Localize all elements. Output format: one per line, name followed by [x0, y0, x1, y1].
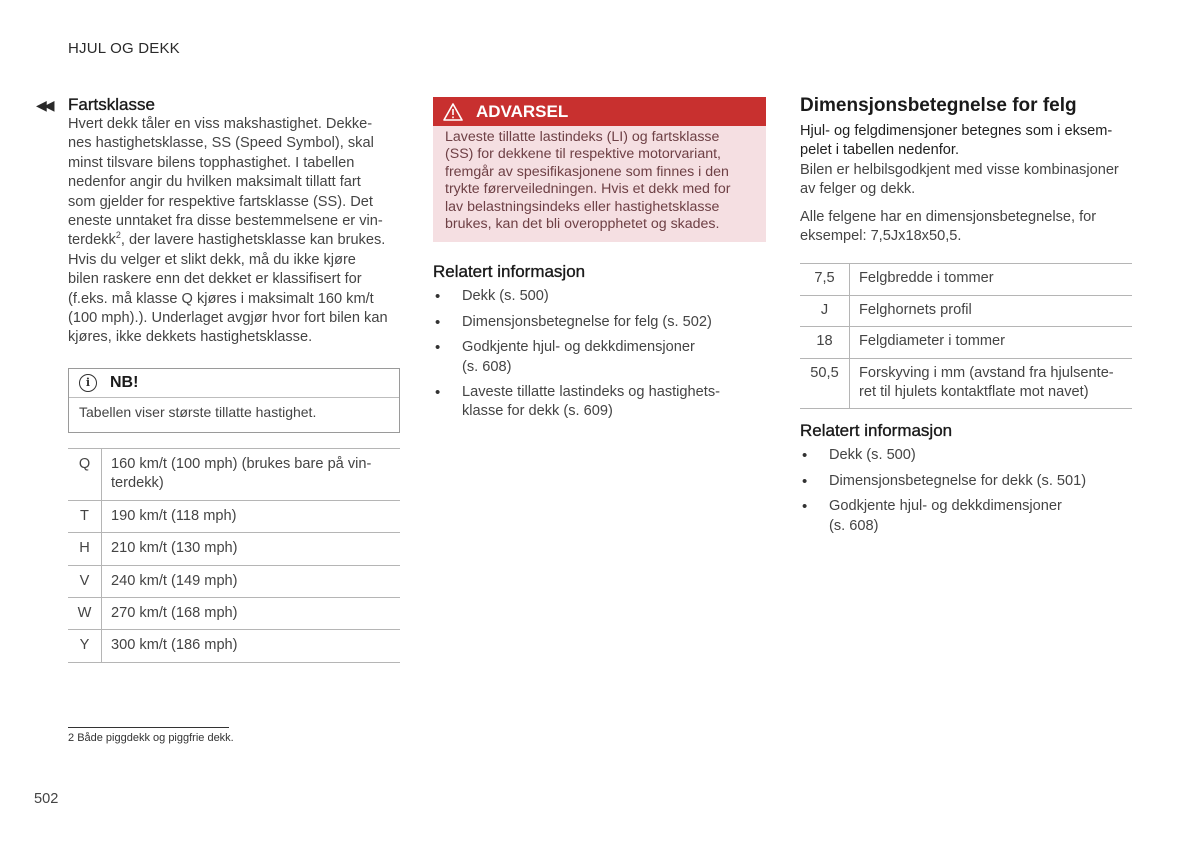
warning-line: brukes, kan det bli overopphetet og skades.: [445, 216, 720, 233]
related-link-line: (s. 608): [829, 517, 879, 534]
related-link-line: • Dekk (s. 500): [462, 288, 549, 305]
footnote-ref[interactable]: 2: [115, 230, 121, 241]
paragraph-line: eksempel: 7,5Jx18x50,5.: [800, 228, 962, 245]
related-link-line: • Godkjente hjul- og dekkdimensjoner: [462, 339, 695, 356]
note-title: NB!: [110, 373, 139, 391]
paragraph-line: (100 mph).). Underlaget avgjør hvor fort bilen kan: [68, 310, 388, 327]
table-value-cell: [102, 630, 401, 662]
related-info-list: [800, 446, 1132, 536]
note-box: [68, 368, 400, 433]
related-info-heading: Relatert informasjon: [800, 421, 953, 441]
rim-table-row: [800, 358, 1132, 409]
rim-table-row: [800, 264, 1132, 295]
paragraph-line: som gjelder for respektive fartsklasse (SS). Det: [68, 193, 373, 210]
table-value-cell: [102, 565, 401, 597]
note-text: Tabellen viser største tillatte hastighet.: [79, 403, 317, 420]
paragraph-line: eneste unntaket fra disse bestemmelsene er vin-: [68, 213, 383, 230]
related-link-line: klasse for dekk (s. 609): [462, 403, 613, 420]
rim-paragraph-2: [800, 208, 1132, 247]
table-key-cell: T: [68, 500, 102, 532]
warning-line: Laveste tillatte lastindeks (LI) og fartsklasse: [445, 129, 720, 145]
table-cell-line: Forskyving i mm (avstand fra hjulsente-: [859, 364, 1114, 381]
paragraph-line: terdekk$^2$, der lavere hastighetsklasse kan brukes.: [68, 230, 386, 249]
related-link-line: • Dimensjonsbetegnelse for dekk (s. 501): [829, 472, 1087, 489]
related-link[interactable]: [433, 338, 766, 377]
related-info-list: [433, 287, 766, 421]
related-link[interactable]: [800, 497, 1132, 536]
related-link-line: • Laveste tillatte lastindeks og hastighets-: [462, 384, 720, 401]
paragraph-line: nedenfor angir du hvilken maksimalt tillatt fart: [68, 174, 361, 191]
rim-designation-table: [800, 263, 1132, 409]
paragraph-line: Alle felgene har en dimensjonsbetegnelse, for: [800, 208, 1097, 225]
table-cell-line: 190 km/t (118 mph): [111, 507, 237, 524]
speed-class-section: [68, 95, 400, 663]
table-value-cell: [102, 597, 401, 629]
speed-table-row: [68, 565, 400, 597]
paragraph-line: kjøres, ikke dekkets hastighetsklasse.: [68, 329, 313, 346]
speed-table-row: [68, 597, 400, 629]
warning-text: [433, 126, 766, 242]
footnote-divider: [68, 727, 229, 728]
warning-line: fremgår av spesifikasjonene som finnes i den: [445, 163, 729, 180]
rim-designation-heading: Dimensjonsbetegnelse for felg: [800, 95, 1077, 116]
lead-line: pelet i tabellen nedenfor.: [800, 142, 960, 159]
warning-line: trykte førerveiledningen. Hvis et dekk med for: [445, 181, 731, 198]
table-cell-line: Felgdiameter i tommer: [859, 333, 1005, 350]
rim-paragraph-1: [800, 161, 1132, 200]
warning-triangle-icon: [443, 103, 463, 121]
table-cell-line: 240 km/t (149 mph): [111, 572, 238, 589]
paragraph-line: (f.eks. må klasse Q kjøres i maksimalt 160 km/t: [68, 290, 374, 307]
table-cell-line: Felghornets profil: [859, 301, 972, 318]
related-link[interactable]: [433, 383, 766, 422]
table-cell-line: Felgbredde i tommer: [859, 270, 994, 287]
paragraph-line: Hvert dekk tåler en viss makshastighet. Dekke-: [68, 116, 373, 132]
table-value-cell: [102, 448, 401, 500]
table-value-cell: [850, 264, 1133, 295]
related-link-line: • Godkjente hjul- og dekkdimensjoner: [829, 498, 1062, 515]
table-key-cell: 7,5: [800, 264, 850, 295]
related-info-heading: Relatert informasjon: [433, 262, 586, 282]
table-cell-line: 270 km/t (168 mph): [111, 604, 238, 621]
table-key-cell: Y: [68, 630, 102, 662]
speed-table-row: [68, 448, 400, 500]
related-link-line: • Dekk (s. 500): [829, 447, 916, 464]
note-header: [69, 369, 399, 398]
page-number: 502: [34, 791, 59, 807]
speed-table-row: [68, 533, 400, 565]
table-key-cell: 50,5: [800, 358, 850, 409]
rim-lead-paragraph: [800, 122, 1132, 161]
related-link[interactable]: [800, 446, 1132, 465]
related-link[interactable]: [433, 313, 766, 332]
footnote: 2 Både piggdekk og piggfrie dekk.: [68, 732, 234, 744]
table-key-cell: J: [800, 295, 850, 326]
rim-table-row: [800, 295, 1132, 326]
warning-column: [433, 97, 766, 428]
speed-table-row: [68, 630, 400, 662]
related-link[interactable]: [433, 287, 766, 306]
paragraph-line: bilen raskere enn det dekket er klassifisert for: [68, 271, 362, 288]
lead-line: Hjul- og felgdimensjoner betegnes som i eksem-: [800, 123, 1113, 139]
table-cell-line: 210 km/t (130 mph): [111, 540, 238, 557]
table-cell-line: 160 km/t (100 mph) (brukes bare på vin-: [111, 455, 372, 472]
paragraph-line: Hvis du velger et slikt dekk, må du ikke kjøre: [68, 251, 356, 268]
table-value-cell: [850, 358, 1133, 409]
paragraph-line: minst tilsvare bilens topphastighet. I tabellen: [68, 154, 355, 171]
table-key-cell: 18: [800, 327, 850, 358]
rim-table-row: [800, 327, 1132, 358]
speed-class-paragraph: [68, 115, 400, 348]
table-value-cell: [850, 295, 1133, 326]
double-chevron-left-icon[interactable]: ◀◀: [36, 97, 52, 113]
paragraph-line: av felger og dekk.: [800, 181, 916, 198]
speed-class-table: [68, 448, 400, 663]
warning-header: [433, 97, 766, 126]
warning-line: lav belastningsindeks eller hastighetsklasse: [445, 198, 720, 215]
related-link-line: • Dimensjonsbetegnelse for felg (s. 502): [462, 313, 712, 330]
info-circle-icon: i: [79, 374, 97, 392]
section-header: HJUL OG DEKK: [68, 40, 180, 57]
speed-class-heading: Fartsklasse: [68, 95, 155, 114]
table-cell-line: 300 km/t (186 mph): [111, 637, 238, 654]
warning-line: (SS) for dekkene til respektive motorvariant,: [445, 146, 721, 163]
table-key-cell: Q: [68, 448, 102, 500]
table-cell-line: terdekk): [111, 475, 164, 492]
rim-designation-section: [800, 95, 1132, 542]
warning-box: [433, 97, 766, 242]
paragraph-line: nes hastighetsklasse, SS (Speed Symbol), skal: [68, 135, 374, 152]
table-key-cell: W: [68, 597, 102, 629]
table-key-cell: H: [68, 533, 102, 565]
related-link-line: (s. 608): [462, 358, 512, 375]
table-cell-line: ret til hjulets kontaktflate mot navet): [859, 384, 1089, 401]
speed-table-row: [68, 500, 400, 532]
table-value-cell: [850, 327, 1133, 358]
table-value-cell: [102, 533, 401, 565]
table-key-cell: V: [68, 565, 102, 597]
paragraph-line: Bilen er helbilsgodkjent med visse kombinasjoner: [800, 161, 1119, 178]
table-value-cell: [102, 500, 401, 532]
warning-title: ADVARSEL: [476, 101, 569, 121]
related-link[interactable]: [800, 472, 1132, 491]
